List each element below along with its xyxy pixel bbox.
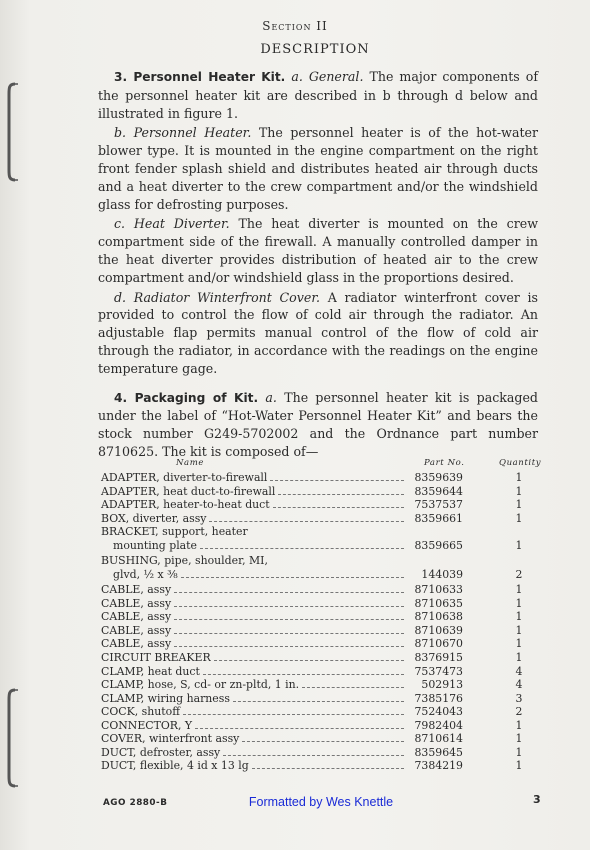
binder-hole-top	[6, 82, 20, 182]
paragraph-text: The heat diverter is mounted on the crew compartment side of the firewall. A manually controlled damper in the heat diverter provides distribution of heated air to the crew compartment and/or windshield glass in the proportions desired.	[98, 216, 538, 285]
table-row	[101, 610, 546, 624]
table-row	[101, 692, 546, 706]
quantity: 1	[515, 745, 523, 759]
part-number: 7982404	[414, 718, 463, 732]
table-row	[101, 678, 546, 692]
item-name: COVER, winterfront assy	[101, 732, 240, 746]
table-row	[101, 554, 546, 568]
table-row	[101, 719, 546, 733]
part-number: 144039	[421, 567, 463, 581]
body-text	[98, 68, 538, 463]
paragraph-3b	[98, 124, 538, 213]
quantity: 1	[515, 718, 523, 732]
dot-leader	[242, 741, 404, 742]
quantity: 3	[515, 691, 523, 705]
table-row	[101, 665, 546, 679]
paragraph-4a	[98, 389, 538, 461]
paragraph-heading: 4. Packaging of Kit.	[114, 390, 259, 405]
dot-leader	[302, 687, 404, 688]
table-row	[101, 568, 546, 584]
section-heading: Section II	[262, 19, 328, 33]
subparagraph-label: c. Heat Diverter.	[114, 216, 230, 232]
dot-leader	[183, 714, 404, 715]
item-name: CABLE, assy	[101, 637, 172, 651]
item-name: CABLE, assy	[101, 610, 172, 624]
item-name: DUCT, flexible, 4 id x 13 lg	[101, 759, 249, 773]
quantity: 1	[515, 759, 523, 773]
part-number: 7537473	[414, 664, 463, 678]
quantity: 1	[515, 511, 523, 525]
paragraph-text: A radiator winterfront cover is provided to control the flow of cold air through the radiator. An adjustable flap permits manual control of the flow of cold air through the radiator, in accordance with the readings on the engine temperature gage.	[98, 289, 539, 376]
part-number: 8376915	[414, 651, 463, 665]
table-row	[101, 746, 546, 760]
document-code: AGO 2880-B	[103, 798, 168, 808]
dot-leader	[252, 768, 404, 769]
item-name: CABLE, assy	[101, 596, 172, 610]
item-name: ADAPTER, diverter-to-firewall	[101, 471, 268, 484]
dot-leader	[195, 728, 404, 729]
part-number: 8710614	[414, 732, 463, 746]
quantity: 1	[515, 583, 523, 597]
paragraph-text: The major components of the personnel heater kit are described in b through d below and illustrated in figure 1.	[98, 69, 539, 121]
table-row	[101, 651, 546, 665]
paragraph-3a	[98, 68, 538, 122]
dot-leader	[181, 577, 404, 578]
quantity: 1	[515, 538, 523, 552]
table-row	[101, 597, 546, 611]
subparagraph-label: a.	[265, 389, 277, 405]
dot-leader	[174, 606, 404, 607]
part-number: 7537537	[414, 498, 463, 512]
paragraph-text: The personnel heater is of the hot-water blower type. It is mounted in the engine compartment on the right front fender splash shield and distributes heated air through ducts and a heat diverter to the crew compartment and/or the windshield glass for defrosting purposes.	[98, 125, 539, 212]
table-row	[101, 637, 546, 651]
part-number: 7384219	[414, 759, 463, 773]
part-number: 8710670	[414, 637, 463, 651]
item-name: CABLE, assy	[101, 623, 172, 637]
item-name: CIRCUIT BREAKER	[101, 651, 211, 665]
dot-leader	[174, 592, 404, 593]
part-number: 7385176	[414, 691, 463, 705]
quantity: 4	[515, 664, 523, 678]
table-row	[101, 539, 546, 555]
paragraph-3d	[98, 289, 538, 378]
part-number: 502913	[421, 678, 463, 692]
part-number: 7524043	[414, 705, 463, 719]
column-header-part: Part No.	[424, 458, 465, 468]
item-name: COCK, shutoff	[101, 705, 180, 719]
item-name: BUSHING, pipe, shoulder, MI,	[101, 554, 268, 568]
part-number: 8710638	[414, 610, 463, 624]
part-number: 8359645	[414, 745, 463, 759]
quantity: 1	[515, 498, 523, 512]
part-number: 8710635	[414, 596, 463, 610]
item-name: CLAMP, wiring harness	[101, 691, 230, 705]
quantity: 1	[515, 637, 523, 651]
item-name: ADAPTER, heat duct-to-firewall	[101, 484, 276, 498]
quantity: 2	[515, 567, 523, 581]
item-name: BRACKET, support, heater	[101, 525, 248, 539]
subparagraph-label: b. Personnel Heater.	[114, 125, 252, 141]
table-row	[101, 525, 546, 539]
page-title: DESCRIPTION	[260, 42, 370, 57]
item-name: CLAMP, heat duct	[101, 664, 200, 678]
dot-leader	[174, 619, 404, 620]
dot-leader	[278, 494, 404, 495]
quantity: 2	[515, 705, 523, 719]
item-name: DUCT, defroster, assy	[101, 745, 221, 759]
table-row	[101, 759, 546, 773]
part-number: 8359665	[414, 538, 463, 552]
dot-leader	[200, 548, 404, 549]
quantity: 1	[515, 484, 523, 498]
table-header	[101, 458, 546, 471]
quantity: 1	[515, 610, 523, 624]
paragraph-text: The personnel heater kit is packaged under the label of “Hot-Water Personnel Heater Kit” and bears the stock number G249-5702002 and the Ordnance part number 8710625. The kit is composed of—	[98, 389, 538, 459]
dot-leader	[273, 507, 404, 508]
item-name: CONNECTOR, Y	[101, 718, 193, 732]
dot-leader	[270, 480, 404, 481]
table-row	[101, 732, 546, 746]
column-header-quantity: Quantity	[499, 458, 542, 468]
page-number: 3	[533, 793, 541, 806]
dot-leader	[174, 646, 404, 647]
quantity: 4	[515, 678, 523, 692]
part-number: 8710633	[414, 583, 463, 597]
dot-leader	[203, 674, 404, 675]
table-body	[101, 471, 546, 773]
table-row	[101, 498, 546, 512]
formatter-credit: Formatted by Wes Knettle	[248, 795, 394, 809]
parts-table	[101, 458, 546, 773]
item-name: CABLE, assy	[101, 583, 172, 597]
column-header-name: Name	[176, 458, 204, 468]
quantity: 1	[515, 623, 523, 637]
part-number: 8359639	[414, 471, 463, 484]
dot-leader	[233, 701, 404, 702]
item-name: ADAPTER, heater-to-heat duct	[101, 498, 270, 512]
paragraph-heading: 3. Personnel Heater Kit.	[114, 70, 286, 84]
paragraph-3c	[98, 215, 538, 286]
part-number: 8359661	[414, 511, 463, 525]
item-name: mounting plate	[113, 538, 197, 552]
table-row	[101, 705, 546, 719]
subparagraph-label: a. General.	[291, 69, 364, 84]
dot-leader	[209, 521, 404, 522]
item-name: CLAMP, hose, S, cd- or zn-pltd, 1 in.	[101, 678, 300, 692]
table-row	[101, 624, 546, 638]
quantity: 1	[515, 471, 523, 484]
table-row	[101, 512, 546, 526]
table-row	[101, 485, 546, 499]
item-name: glvd, ½ x ⅜	[113, 567, 178, 581]
item-name: BOX, diverter, assy	[101, 511, 207, 525]
dot-leader	[214, 660, 404, 661]
dot-leader	[174, 633, 404, 634]
table-row	[101, 583, 546, 597]
quantity: 1	[515, 732, 523, 746]
quantity: 1	[515, 596, 523, 610]
dot-leader	[223, 755, 404, 756]
quantity: 1	[515, 651, 523, 665]
binder-hole-bottom	[6, 688, 20, 788]
table-row	[101, 471, 546, 485]
part-number: 8710639	[414, 623, 463, 637]
part-number: 8359644	[414, 484, 463, 498]
subparagraph-label: d. Radiator Winterfront Cover.	[114, 289, 320, 305]
